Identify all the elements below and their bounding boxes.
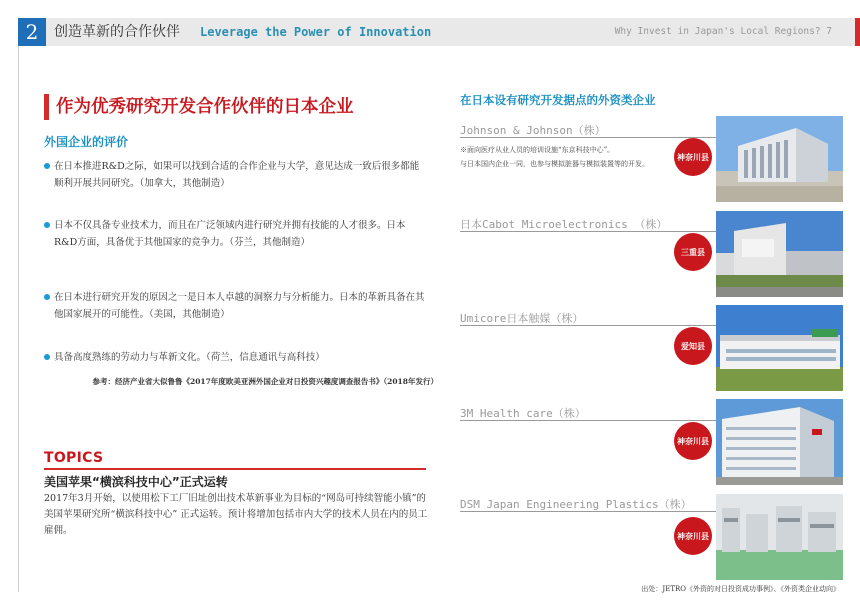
bullet-item — [44, 217, 428, 251]
section-title: 创造革新的合作伙伴 — [54, 24, 180, 40]
company-name: DSM Japan Engineering Plastics（株） — [460, 498, 692, 511]
company-rule — [460, 231, 716, 232]
company-name: Johnson & Johnson（株） — [460, 124, 606, 137]
source-note: 出处：JETRO《外资的对日投资成功事例》、《外资类企业动向》 — [641, 585, 840, 593]
prefecture-badge: 爱知县 — [674, 327, 712, 365]
company-list-heading: 在日本设有研究开发据点的外资类企业 — [460, 93, 656, 107]
building-photo — [716, 116, 843, 202]
company-note: ※面向医疗从业人员的培训设施“东京科技中心”。 与日本国内企业一同，也参与模拟脏器与模拟装置等的开发。 — [460, 146, 649, 168]
prefecture-badge: 三重县 — [674, 233, 712, 271]
prefecture-badge: 神奈川县 — [674, 422, 712, 460]
topic-title: 美国苹果“横滨科技中心”正式运转 — [44, 475, 228, 489]
bullet-dot-icon — [44, 354, 50, 360]
company-name: Umicore日本触媒（株） — [460, 312, 584, 325]
bullet-text: 在日本进行研究开发的原因之一是日本人卓越的洞察力与分析能力。日本的革新具备在其他国家展开的可能性。（美国，其他制造） — [54, 292, 425, 320]
running-header: Why Invest in Japan's Local Regions? 7 — [614, 26, 832, 37]
building-photo — [716, 305, 843, 391]
building-photo — [716, 211, 843, 297]
bullet-item — [44, 349, 428, 366]
company-rule — [460, 325, 716, 326]
lab-photo — [716, 494, 843, 580]
topics-label: TOPICS — [44, 450, 104, 466]
bullet-text: 日本不仅具备专业技术力，而且在广泛领域内进行研究并拥有技能的人才很多。日本R&D方面，具备优于其他国家的竞争力。（芬兰，其他制造） — [54, 220, 406, 248]
header-accent — [855, 18, 860, 46]
page-left-rule — [18, 46, 19, 592]
building-photo — [716, 399, 843, 485]
title-accent-bar — [44, 94, 49, 120]
topics-rule — [44, 468, 426, 470]
bullet-item — [44, 158, 428, 192]
company-name: 日本Cabot Microelectronics （株） — [460, 218, 668, 231]
bullet-dot-icon — [44, 222, 50, 228]
company-rule — [460, 420, 716, 421]
prefecture-badge: 神奈川县 — [674, 517, 712, 555]
company-rule — [460, 137, 716, 138]
bullet-dot-icon — [44, 163, 50, 169]
reference-note: 参考：经济产业省大似鲁鲁《2017年度欧美亚洲外国企业对日投资兴趣度调查报告书》（2018年发行） — [92, 377, 438, 386]
company-name: 3M Health care（株） — [460, 407, 586, 420]
page-number: 2 — [18, 18, 46, 46]
subtitle: 外国企业的评价 — [44, 135, 129, 149]
page-title: 作为优秀研究开发合作伙伴的日本企业 — [56, 97, 354, 117]
bullet-text: 具备高度熟练的劳动力与革新文化。（荷兰，信息通讯与高科技） — [54, 352, 325, 363]
bullet-dot-icon — [44, 294, 50, 300]
company-rule — [460, 511, 716, 512]
bullet-item — [44, 289, 428, 323]
prefecture-badge: 神奈川县 — [674, 138, 712, 176]
section-title-en: Leverage the Power of Innovation — [200, 25, 432, 39]
bullet-text: 在日本推进R&D之际，如果可以找到合适的合作企业与大学，意见达成一致后很多都能顺利开展共同研究。（加拿大，其他制造） — [54, 161, 420, 189]
topic-body: 2017年3月开始，以使用松下工厂旧址创出技术革新事业为目标的“网岛可持续智能小镇”的美国苹果研究所“横滨科技中心” 正式运转。预计将增加包括市内大学的技术人员在内的员工雇佣。 — [44, 493, 428, 536]
